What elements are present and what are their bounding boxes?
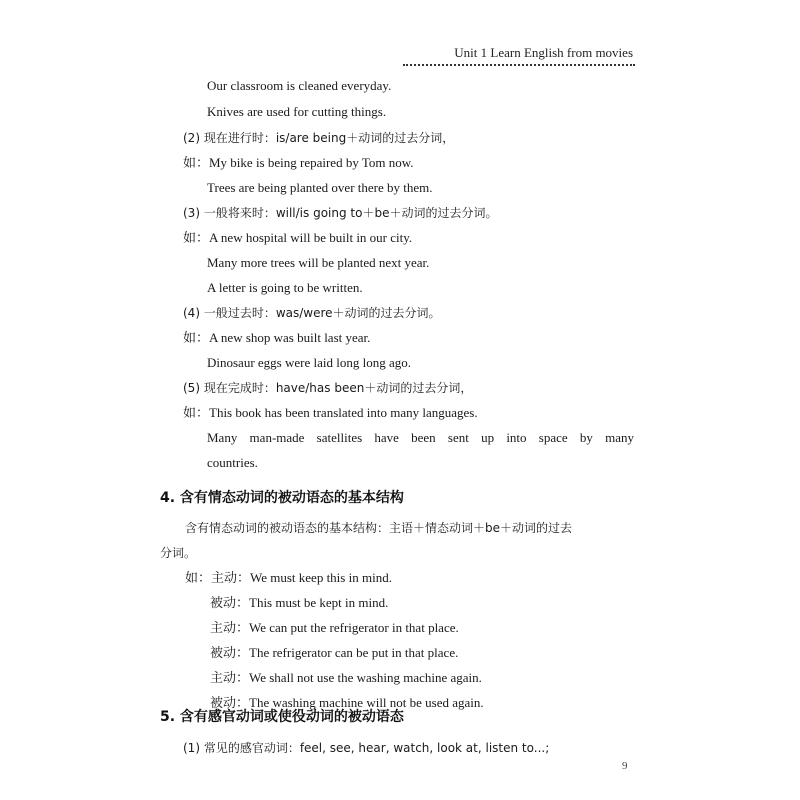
example-sentence: A letter is going to be written. [207, 280, 363, 295]
example-sentence: countries. [207, 455, 258, 470]
passive-example: 被动：The washing machine will not be used again. [210, 695, 484, 710]
page-number: 9 [622, 760, 628, 772]
example-sentence: Many more trees will be planted next year. [207, 255, 430, 270]
tense-rule-2: (2) 现在进行时：is/are being＋动词的过去分词， [183, 131, 455, 145]
passive-example: 被动：The refrigerator can be put in that place. [210, 645, 459, 660]
example-sentence: Our classroom is cleaned everyday. [207, 78, 392, 93]
section-heading-4: 4. 含有情态动词的被动语态的基本结构 [160, 490, 404, 506]
tense-rule-4: (4) 一般过去时：was/were＋动词的过去分词。 [183, 306, 441, 320]
example-sentence: Many man-made satellites have been sent up into space by many [207, 430, 634, 445]
tense-rule-3: (3) 一般将来时：will/is going to＋be＋动词的过去分词。 [183, 206, 498, 220]
passive-example: 被动：This must be kept in mind. [210, 595, 389, 610]
example-sentence: 如：This book has been translated into many languages. [183, 405, 478, 420]
section-4-paragraph: 含有情态动词的被动语态的基本结构：主语＋情态动词＋be＋动词的过去 [185, 521, 573, 535]
example-sentence: 如：A new shop was built last year. [183, 330, 371, 345]
example-sentence: Trees are being planted over there by them. [207, 180, 433, 195]
section-4-paragraph: 分词。 [160, 546, 197, 560]
running-header: Unit 1 Learn English from movies [454, 45, 633, 60]
tense-rule-5: (5) 现在完成时：have/has been＋动词的过去分词， [183, 381, 473, 395]
section-5-item-1: (1) 常见的感官动词：feel, see, hear, watch, look at, listen to...; [183, 741, 550, 755]
section-heading-5: 5. 含有感官动词或使役动词的被动语态 [160, 709, 404, 725]
example-sentence: 如：A new hospital will be built in our city. [183, 230, 413, 245]
example-sentence: Knives are used for cutting things. [207, 104, 387, 119]
active-example: 如：主动：We must keep this in mind. [185, 570, 392, 585]
active-example: 主动：We shall not use the washing machine again. [210, 670, 482, 685]
example-sentence: Dinosaur eggs were laid long long ago. [207, 355, 411, 370]
header-dotted-rule [403, 64, 635, 66]
example-sentence: 如：My bike is being repaired by Tom now. [183, 155, 414, 170]
active-example: 主动：We can put the refrigerator in that place. [210, 620, 459, 635]
